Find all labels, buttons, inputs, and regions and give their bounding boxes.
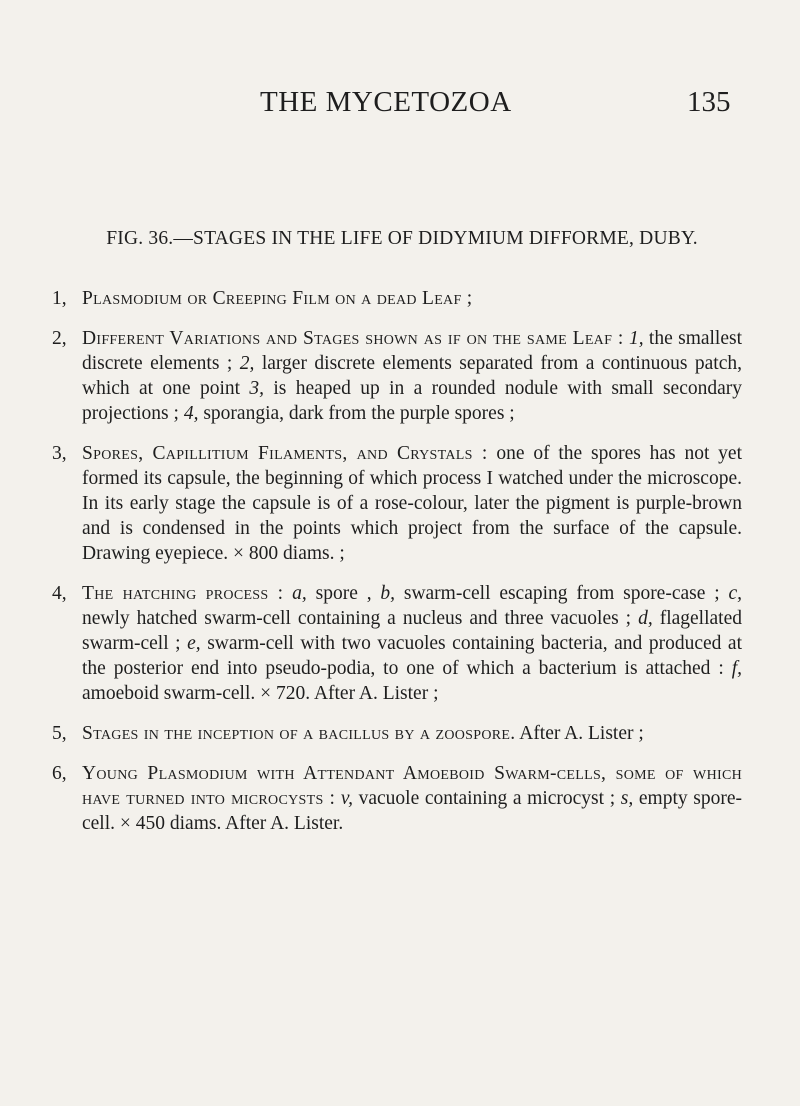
entry-number: 1, bbox=[52, 288, 67, 309]
label-a: a, bbox=[292, 583, 307, 604]
entry-text: newly hatched swarm-cell containing a nucleus and three vacuoles ; bbox=[82, 608, 639, 629]
label-c: c, bbox=[728, 583, 742, 604]
label-v: v, bbox=[340, 788, 353, 809]
label-1: 1, bbox=[628, 328, 644, 349]
entry-heading: Stages in the inception of a bacillus by a zoospore. bbox=[82, 723, 516, 744]
entry-heading: Young Plasmodium with Attendant Amoeboid Swarm-cells, some of which have turned into microcysts : bbox=[82, 763, 742, 809]
entry-heading: Plasmodium or Creeping Film on a dead Leaf ; bbox=[82, 288, 473, 309]
entry-number: 6, bbox=[52, 763, 67, 784]
legend-entry-5 bbox=[52, 721, 742, 746]
label-f: f, bbox=[731, 658, 742, 679]
entry-number: 4, bbox=[52, 583, 67, 604]
legend-entry-6 bbox=[52, 761, 742, 836]
label-s: s, bbox=[620, 788, 634, 809]
label-3: 3, bbox=[249, 378, 264, 399]
entry-text: vacuole containing a microcyst ; bbox=[352, 788, 621, 809]
entry-number: 2, bbox=[52, 328, 67, 349]
running-header bbox=[0, 86, 800, 126]
entry-text: swarm-cell with two vacuoles containing bacteria, and produced at the posterior end into pseudo-podia, to one of which a bacterium is attached : bbox=[82, 633, 743, 679]
figure-title: FIG. 36.—STAGES IN THE LIFE OF DIDYMIUM DIFFORME, DUBY. bbox=[106, 228, 698, 249]
label-e: e, bbox=[187, 633, 201, 654]
legend-entry-3 bbox=[52, 441, 742, 566]
entry-text: flagellated swarm-cell ; bbox=[82, 608, 742, 654]
entry-text: the smallest discrete elements ; bbox=[82, 328, 743, 374]
label-d: d, bbox=[638, 608, 653, 629]
label-4: 4, bbox=[183, 403, 199, 424]
entry-number: 5, bbox=[52, 723, 67, 744]
entry-heading: Different Variations and Stages shown as if on the same Leaf : bbox=[82, 328, 624, 349]
entry-number: 3, bbox=[52, 443, 67, 464]
entry-text: swarm-cell escaping from spore-case ; bbox=[395, 583, 729, 604]
entry-text: After A. Lister ; bbox=[519, 723, 644, 744]
entry-heading: The hatching process : bbox=[82, 583, 284, 604]
entry-text: is heaped up in a rounded nodule with small secondary projections ; bbox=[82, 378, 742, 424]
legend-entry-4 bbox=[52, 581, 742, 706]
page-number: 135 bbox=[687, 86, 731, 118]
entry-text: larger discrete elements separated from a continuous patch, which at one point bbox=[82, 353, 742, 399]
entry-text: empty spore-cell. × 450 diams. After A. Lister. bbox=[82, 788, 742, 834]
entry-text: sporangia, dark from the purple spores ; bbox=[198, 403, 515, 424]
legend-entry-1 bbox=[52, 286, 742, 311]
label-b: b, bbox=[380, 583, 396, 604]
entry-heading: Spores, Capillitium Filaments, and Crystals : bbox=[82, 443, 488, 464]
label-2: 2, bbox=[239, 353, 255, 374]
entry-text: one of the spores has not yet formed its capsule, the beginning of which process I watched under the microscope. In its early stage the capsule is of a rose-colour, later the pigment is purple-brown and is condensed in the points which project from the surface of the capsule. Drawing eyepiece. × 800 diams. ; bbox=[82, 443, 743, 564]
entry-text: spore , bbox=[306, 583, 381, 604]
figure-legend bbox=[52, 286, 742, 851]
entry-text: amoeboid swarm-cell. × 720. After A. Lister ; bbox=[82, 683, 439, 704]
running-title: THE MYCETOZOA bbox=[260, 86, 512, 118]
legend-entry-2 bbox=[52, 326, 742, 426]
